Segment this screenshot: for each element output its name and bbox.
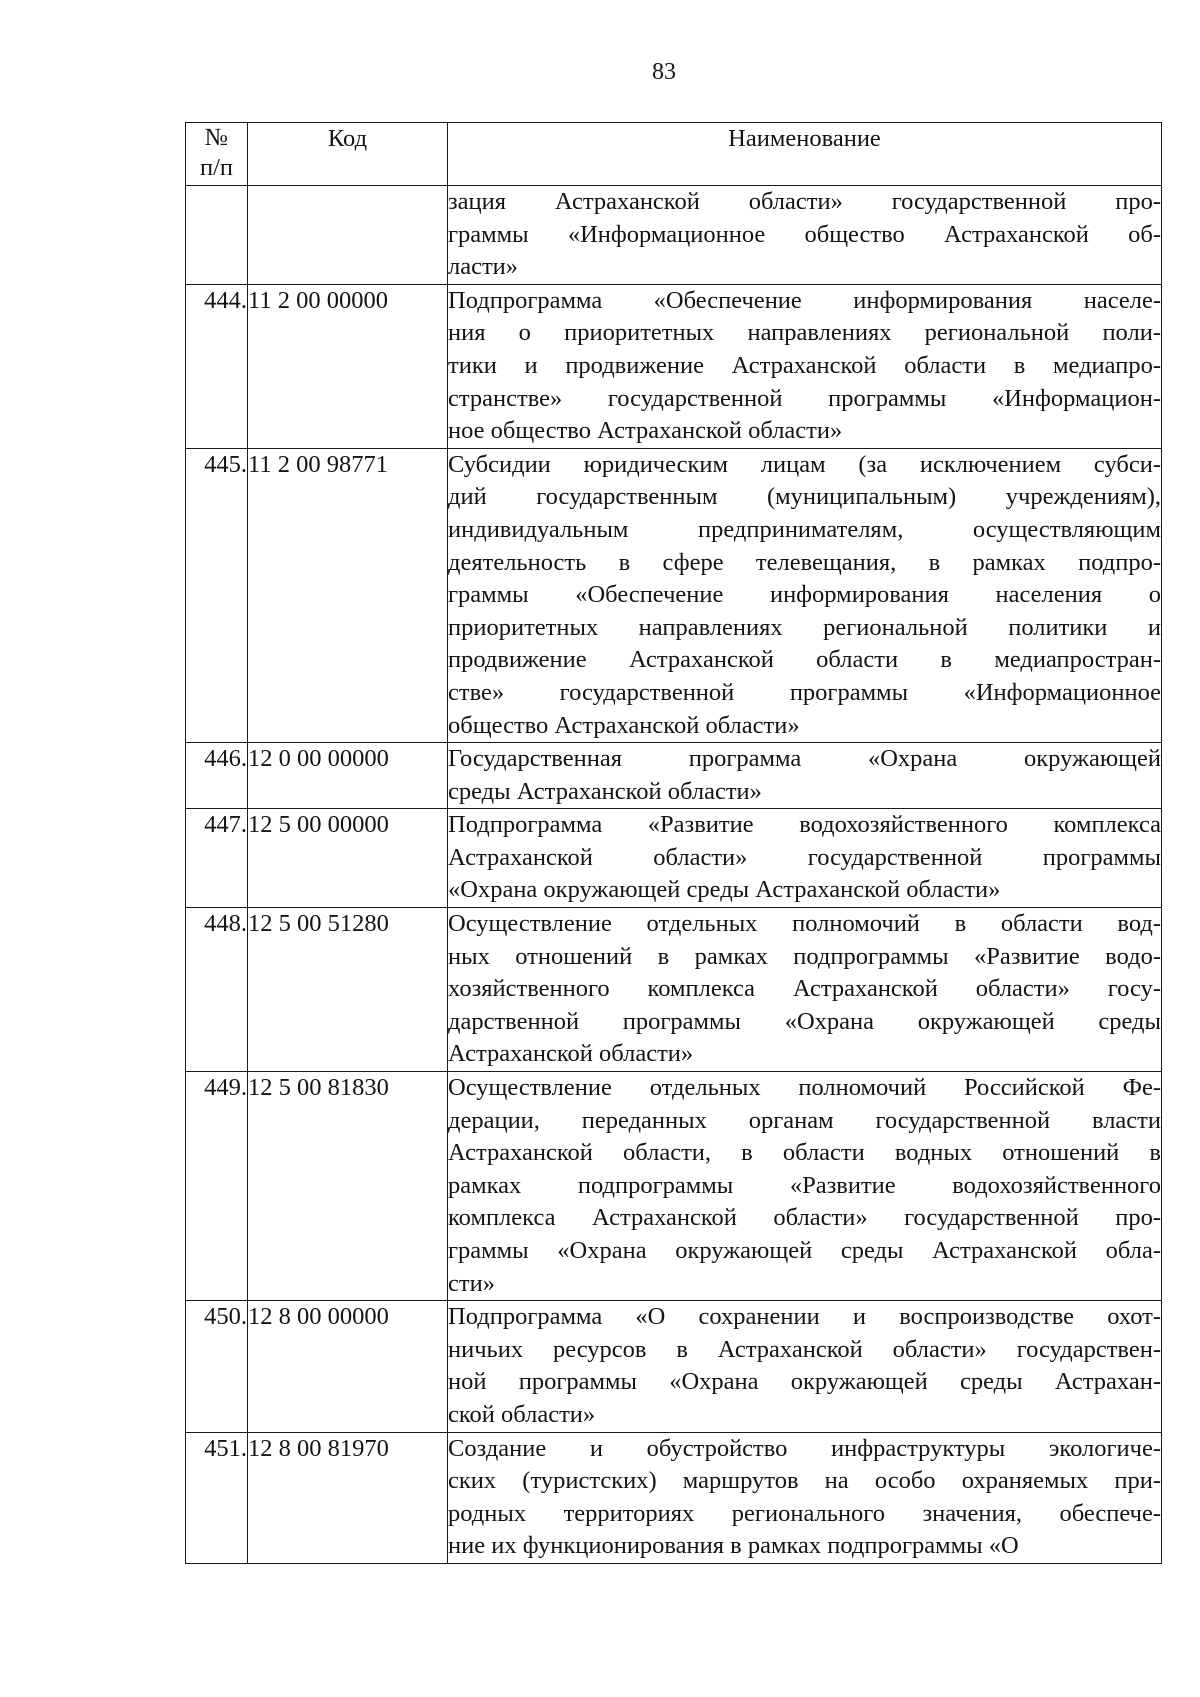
- row-name-line: Подпрограмма «Развитие водохозяйственного комплекса: [448, 811, 1161, 839]
- row-name-line: «Охрана окружающей среды Астраханской области»: [448, 876, 1001, 904]
- row-number: 444.: [186, 284, 248, 448]
- table-row: [186, 186, 1162, 285]
- row-name-line: среды Астраханской области»: [448, 777, 762, 805]
- row-name-line: тики и продвижение Астраханской области в медиапро-: [448, 351, 1161, 379]
- row-name-line: сти»: [448, 1269, 495, 1297]
- table-row: [186, 284, 1162, 448]
- budget-classification-table: [185, 122, 1162, 1564]
- row-name: [448, 186, 1162, 285]
- row-name-line: ние их функционирования в рамках подпрограммы «О: [448, 1532, 1019, 1560]
- row-name-line: комплекса Астраханской области» государственной про-: [448, 1204, 1161, 1232]
- row-name-line: Астраханской области» государственной программы: [448, 843, 1161, 871]
- table-row: [186, 1301, 1162, 1432]
- row-name-line: странстве» государственной программы «Информацион-: [448, 384, 1161, 412]
- row-code: [248, 186, 448, 285]
- header-number: [186, 123, 248, 186]
- row-name: [448, 448, 1162, 742]
- row-name-line: Создание и обустройство инфраструктуры экологиче-: [448, 1434, 1161, 1462]
- row-name-line: ния о приоритетных направлениях региональной поли-: [448, 319, 1161, 347]
- row-name: [448, 743, 1162, 809]
- row-number: 450.: [186, 1301, 248, 1432]
- row-name-line: дий государственным (муниципальным) учреждениям),: [448, 483, 1161, 511]
- header-number-label: № п/п: [199, 124, 234, 181]
- row-name: [448, 1301, 1162, 1432]
- row-number: 449.: [186, 1072, 248, 1301]
- row-code: 11 2 00 98771: [248, 448, 448, 742]
- row-name: [448, 1432, 1162, 1563]
- row-number: [186, 186, 248, 285]
- row-name-line: граммы «Информационное общество Астраханской об-: [448, 220, 1161, 248]
- row-name: [448, 284, 1162, 448]
- row-number: 446.: [186, 743, 248, 809]
- row-name-line: приоритетных направлениях региональной политики и: [448, 613, 1161, 641]
- row-name: [448, 908, 1162, 1072]
- row-name-line: ской области»: [448, 1400, 596, 1428]
- row-name-line: Осуществление отдельных полномочий Российской Фе-: [448, 1074, 1161, 1102]
- row-name-line: Государственная программа «Охрана окружающей: [448, 745, 1161, 773]
- row-code: 12 5 00 00000: [248, 809, 448, 908]
- row-name: [448, 809, 1162, 908]
- row-number: 445.: [186, 448, 248, 742]
- row-name-line: родных территориях регионального значения, обеспече-: [448, 1499, 1161, 1527]
- row-number: 448.: [186, 908, 248, 1072]
- table-row: [186, 743, 1162, 809]
- row-name-line: ной программы «Охрана окружающей среды Астрахан-: [448, 1368, 1161, 1396]
- row-name-line: зация Астраханской области» государственной про-: [448, 188, 1161, 215]
- table-body: [186, 186, 1162, 1564]
- row-name-line: деятельность в сфере телевещания, в рамках подпро-: [448, 548, 1161, 576]
- row-name-line: Астраханской области, в области водных отношений в: [448, 1139, 1161, 1167]
- row-name-line: продвижение Астраханской области в медиапростран-: [448, 646, 1161, 674]
- header-code: Код: [248, 123, 448, 186]
- row-name-line: дерации, переданных органам государственной власти: [448, 1106, 1161, 1134]
- row-name-line: Субсидии юридическим лицам (за исключением субси-: [448, 450, 1161, 478]
- row-number: 447.: [186, 809, 248, 908]
- row-name-line: граммы «Обеспечение информирования населения о: [448, 581, 1161, 609]
- header-name: Наименование: [448, 123, 1162, 186]
- row-code: 12 5 00 81830: [248, 1072, 448, 1301]
- row-name-line: индивидуальным предпринимателям, осуществляющим: [448, 515, 1161, 543]
- row-name-line: ных отношений в рамках подпрограммы «Развитие водо-: [448, 942, 1161, 970]
- table-header-row: [186, 123, 1162, 186]
- row-name-line: ничьих ресурсов в Астраханской области» государствен-: [448, 1335, 1161, 1363]
- row-code: 12 0 00 00000: [248, 743, 448, 809]
- table-row: [186, 448, 1162, 742]
- row-number: 451.: [186, 1432, 248, 1563]
- row-code: 11 2 00 00000: [248, 284, 448, 448]
- row-name-line: стве» государственной программы «Информационное: [448, 678, 1161, 706]
- row-name-line: общество Астраханской области»: [448, 711, 800, 739]
- row-name-line: Подпрограмма «О сохранении и воспроизводстве охот-: [448, 1303, 1161, 1331]
- row-name-line: ное общество Астраханской области»: [448, 417, 843, 445]
- row-name-line: дарственной программы «Охрана окружающей среды: [448, 1007, 1161, 1035]
- row-code: 12 8 00 81970: [248, 1432, 448, 1563]
- row-name-line: ласти»: [448, 253, 519, 281]
- row-code: 12 8 00 00000: [248, 1301, 448, 1432]
- row-name-line: хозяйственного комплекса Астраханской области» госу-: [448, 975, 1161, 1003]
- table-row: [186, 1072, 1162, 1301]
- row-name-line: Осуществление отдельных полномочий в области вод-: [448, 910, 1161, 938]
- row-name-line: ских (туристских) маршрутов на особо охраняемых при-: [448, 1467, 1161, 1495]
- row-name-line: Астраханской области»: [448, 1040, 694, 1068]
- table-row: [186, 1432, 1162, 1563]
- row-name-line: рамках подпрограммы «Развитие водохозяйственного: [448, 1171, 1161, 1199]
- table-row: [186, 908, 1162, 1072]
- row-name-line: Подпрограмма «Обеспечение информирования населе-: [448, 286, 1161, 314]
- table-row: [186, 809, 1162, 908]
- row-code: 12 5 00 51280: [248, 908, 448, 1072]
- row-name: [448, 1072, 1162, 1301]
- row-name-line: граммы «Охрана окружающей среды Астраханской обла-: [448, 1237, 1161, 1264]
- page-number: 83: [652, 59, 676, 85]
